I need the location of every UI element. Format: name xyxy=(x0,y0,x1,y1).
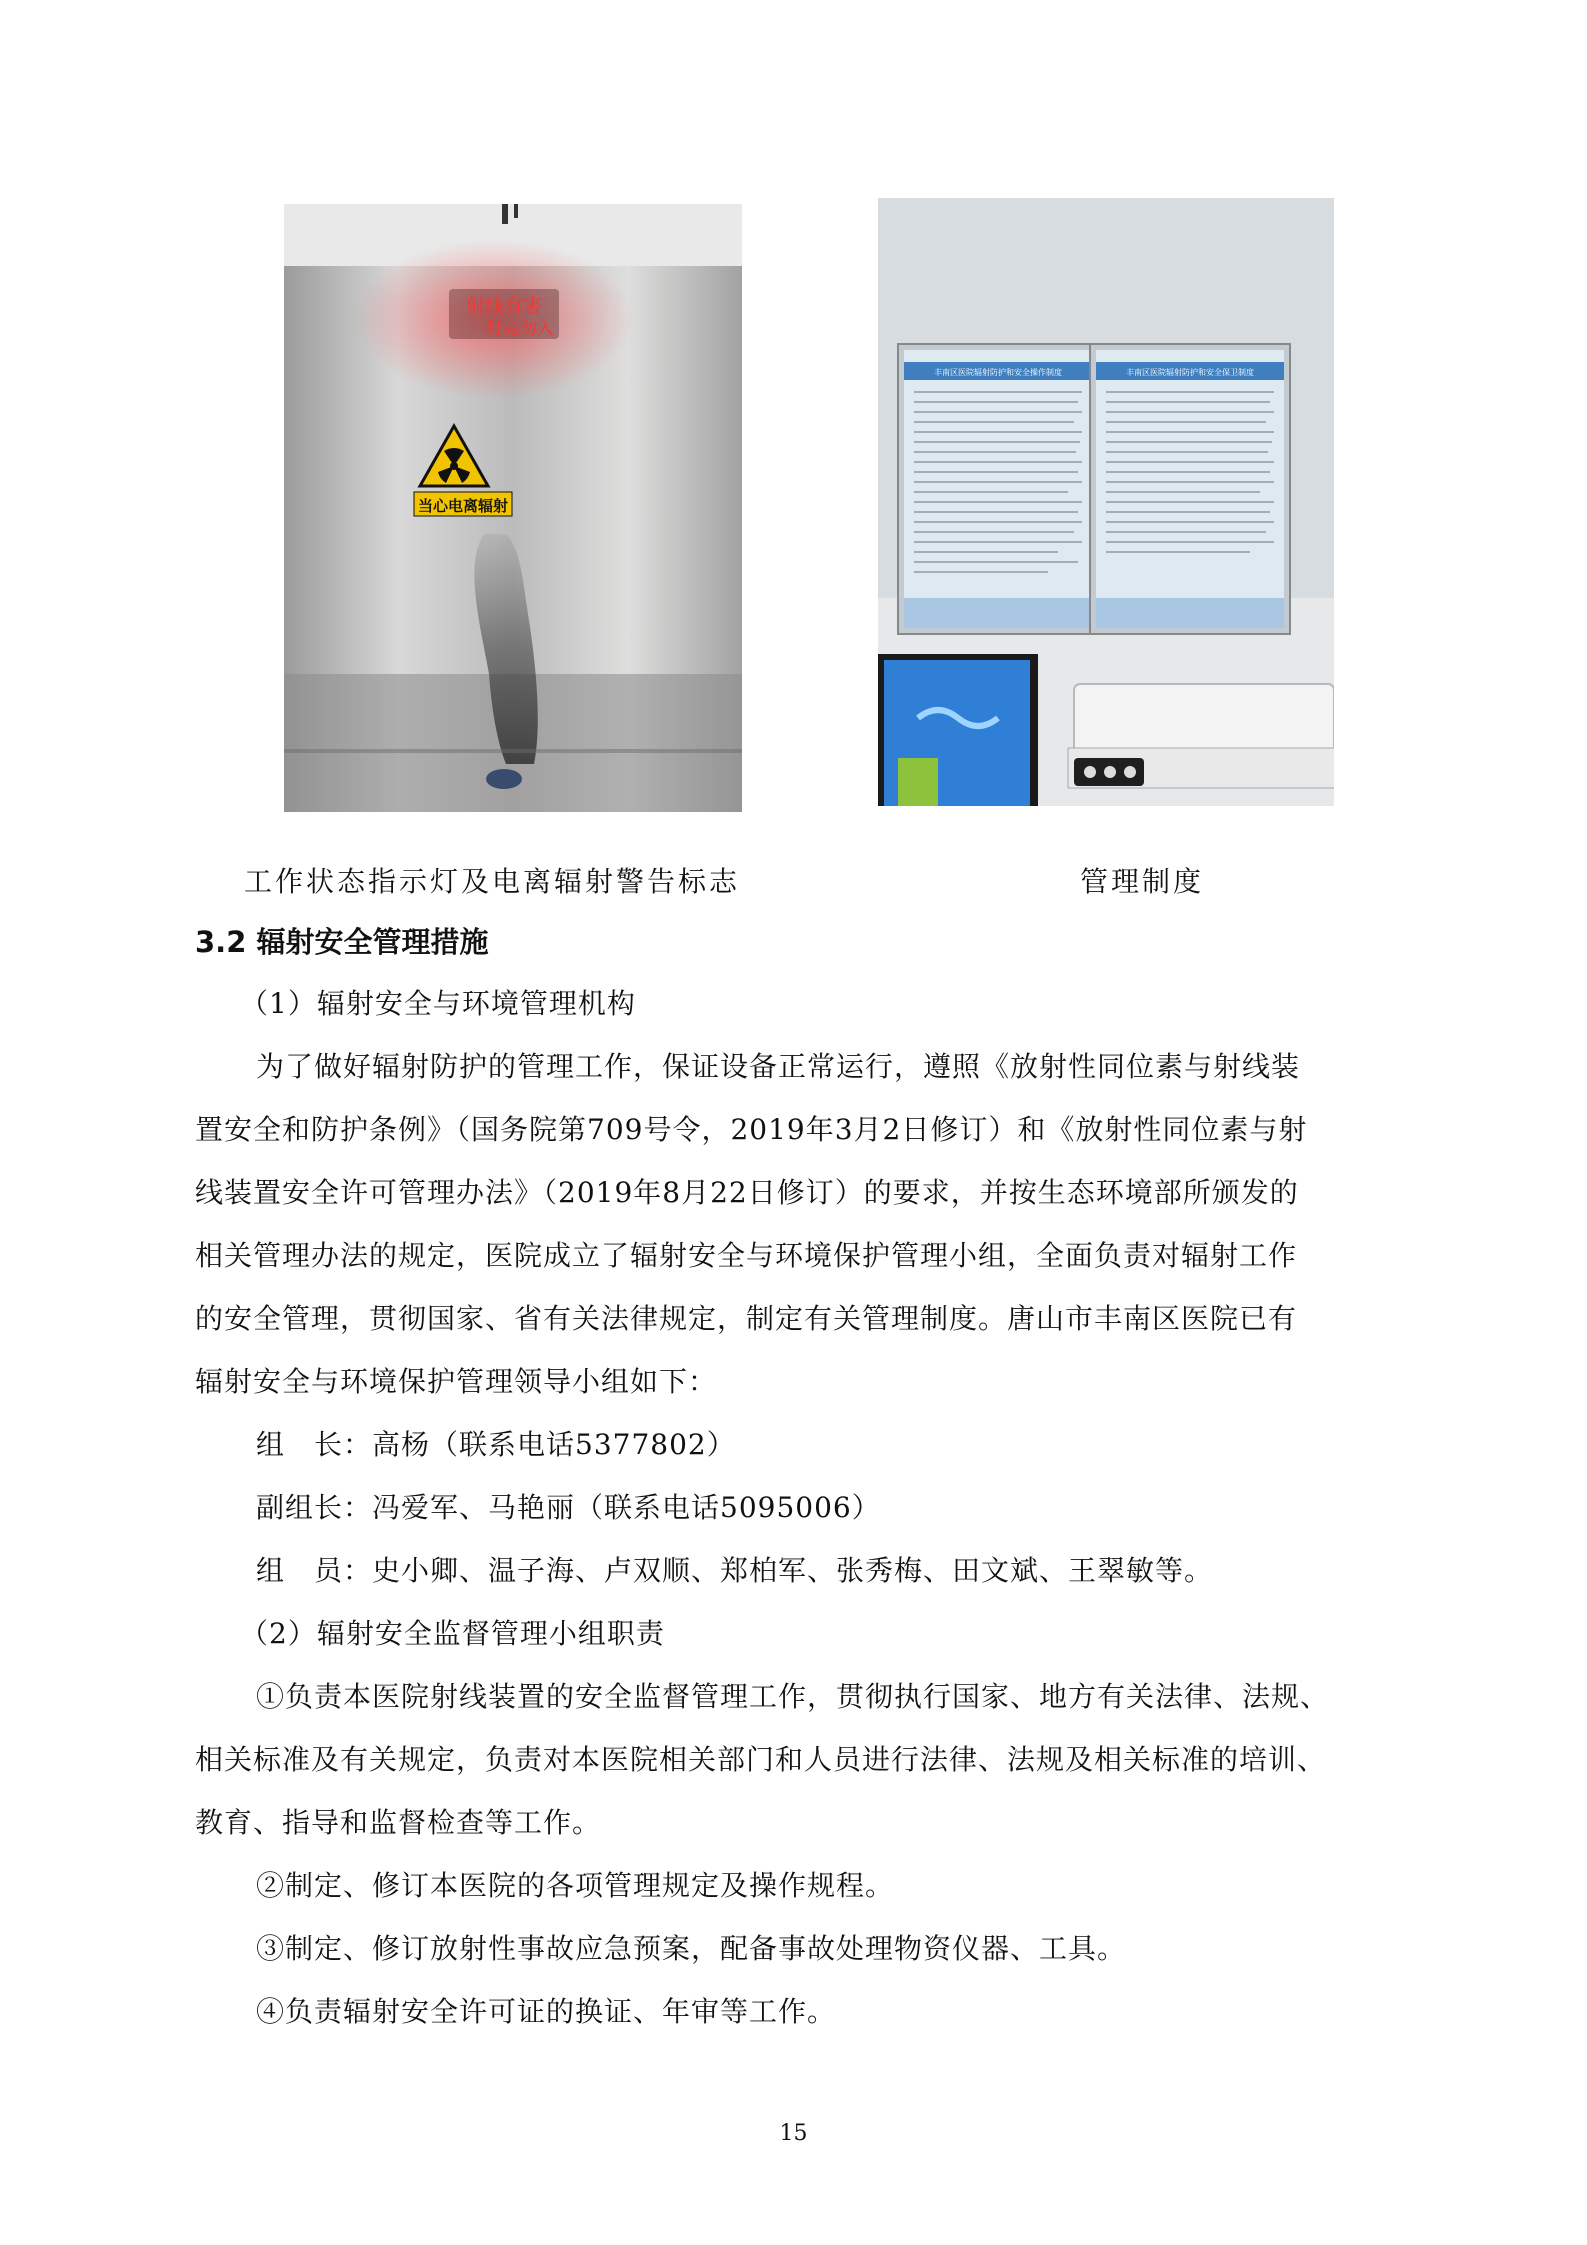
door-warning-photo xyxy=(284,204,742,812)
duty-4: ④负责辐射安全许可证的换证、年审等工作。 xyxy=(256,1995,837,2028)
warning-label: 当心电离辐射 xyxy=(417,497,509,515)
duty-1-line-3: 教育、指导和监督检查等工作。 xyxy=(195,1806,602,1839)
leader-line: 组 长：高杨（联系电话5377802） xyxy=(256,1428,736,1461)
subheading-2: （2）辐射安全监督管理小组职责 xyxy=(240,1617,665,1650)
paragraph-1-line-2: 置安全和防护条例》（国务院第709号令，2019年3月2日修订）和《放射性同位素与射 xyxy=(195,1113,1308,1146)
duty-3: ③制定、修订放射性事故应急预案，配备事故处理物资仪器、工具。 xyxy=(256,1932,1127,1965)
paragraph-1-line-3: 线装置安全许可管理办法》（2019年8月22日修订）的要求，并按生态环境部所颁发的 xyxy=(195,1176,1299,1209)
led-sign-line1: 射线有害 xyxy=(465,295,543,317)
rules-board-right-title: 丰南区医院辐射防护和安全保卫制度 xyxy=(1126,368,1254,377)
door-warning-illustration xyxy=(284,204,742,812)
led-sign-line2: 灯亮勿入 xyxy=(486,319,554,339)
duty-1-line-1: ①负责本医院射线装置的安全监督管理工作，贯彻执行国家、地方有关法律、法规、 xyxy=(256,1680,1330,1713)
rules-board-left-title: 丰南区医院辐射防护和安全操作制度 xyxy=(934,368,1062,377)
subheading-1: （1）辐射安全与环境管理机构 xyxy=(240,987,636,1020)
caption-left: 工作状态指示灯及电离辐射警告标志 xyxy=(244,865,741,898)
management-boards-illustration xyxy=(878,198,1334,806)
section-heading: 3.2 辐射安全管理措施 xyxy=(195,925,489,959)
paragraph-1-line-6: 辐射安全与环境保护管理领导小组如下： xyxy=(195,1365,718,1398)
duty-1-line-2: 相关标准及有关规定，负责对本医院相关部门和人员进行法律、法规及相关标准的培训、 xyxy=(195,1743,1327,1776)
deputy-line: 副组长：冯爱军、马艳丽（联系电话5095006） xyxy=(256,1491,881,1524)
management-boards-photo xyxy=(878,198,1334,806)
paragraph-1-line-4: 相关管理办法的规定，医院成立了辐射安全与环境保护管理小组，全面负责对辐射工作 xyxy=(195,1239,1298,1272)
paragraph-1-line-5: 的安全管理，贯彻国家、省有关法律规定，制定有关管理制度。唐山市丰南区医院已有 xyxy=(195,1302,1298,1335)
members-line: 组 员：史小卿、温子海、卢双顺、郑柏军、张秀梅、田文斌、王翠敏等。 xyxy=(256,1554,1214,1587)
duty-2: ②制定、修订本医院的各项管理规定及操作规程。 xyxy=(256,1869,895,1902)
page-number: 15 xyxy=(779,2121,808,2146)
caption-right: 管理制度 xyxy=(1080,865,1205,898)
paragraph-1-line-1: 为了做好辐射防护的管理工作，保证设备正常运行，遵照《放射性同位素与射线装 xyxy=(256,1050,1301,1083)
